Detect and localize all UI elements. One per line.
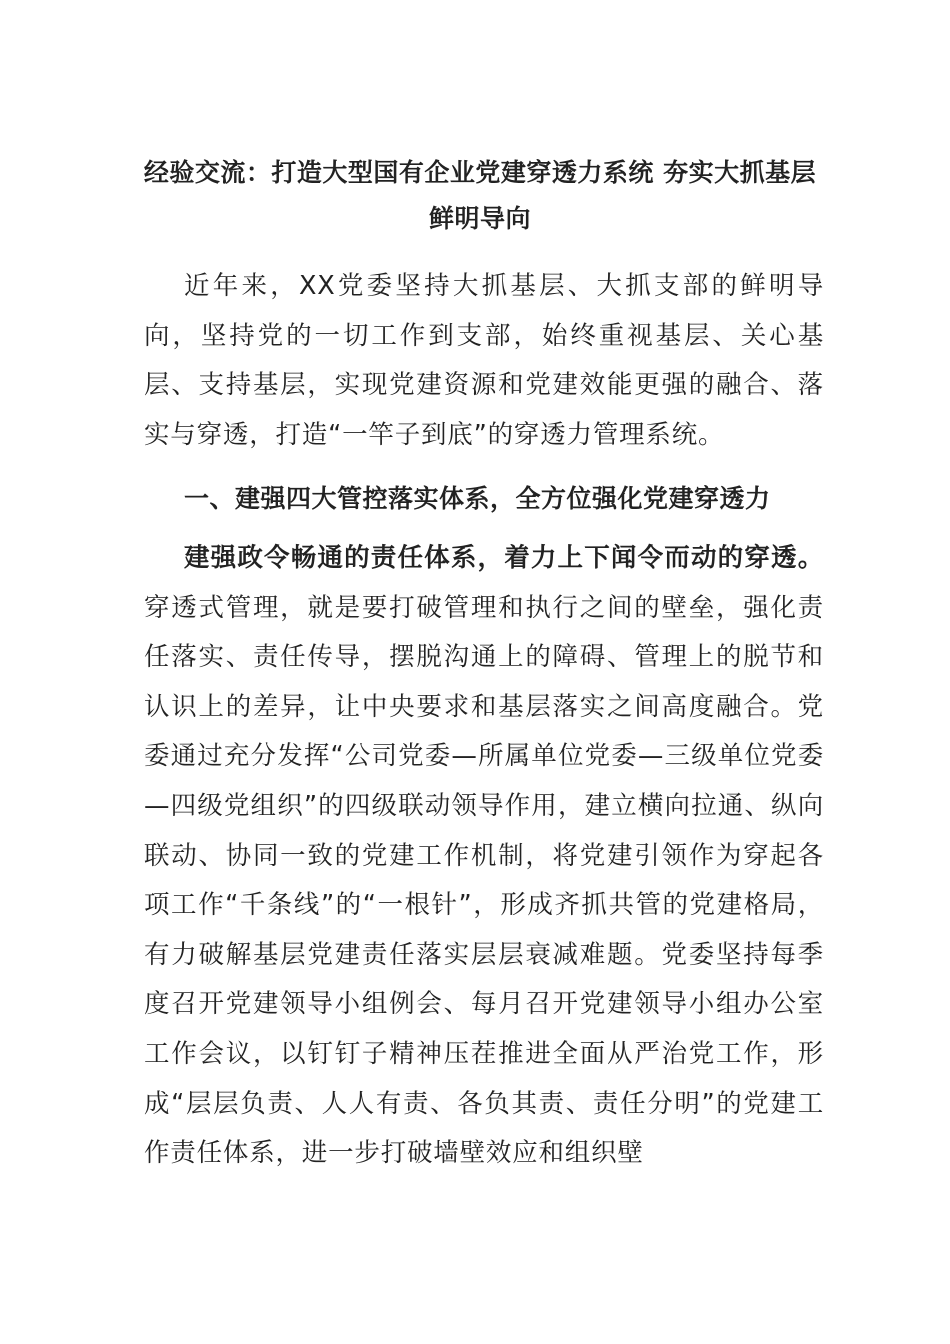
document-title: 经验交流：打造大型国有企业党建穿透力系统 夯实大抓基层鲜明导向 bbox=[143, 158, 817, 233]
intro-paragraph: 近年来，XX党委坚持大抓基层、大抓支部的鲜明导向，坚持党的一切工作到支部，始终重视基层、关心基层、支持基层，实现党建资源和党建效能更强的融合、落实与穿透，打造“一竿子到底”的穿透力管理系统。 bbox=[144, 271, 824, 450]
section-heading: 一、建强四大管控落实体系，全方位强化党建穿透力 bbox=[184, 484, 771, 513]
paragraph-body: 穿透式管理，就是要打破管理和执行之间的壁垒，强化责任落实、责任传导，摆脱沟通上的障碍、管理上的脱节和认识上的差异，让中央要求和基层落实之间高度融合。党委通过充分发挥“公司党委—所属单位党委—三级单位党委—四级党组织”的四级联动领导作用，建立横向拉通、纵向联动、协同一致的党建工作机制，将党建引领作为穿起各项工作“千条线”的“一根针”，形成齐抓共管的党建格局，有力破解基层党建责任落实层层衰减难题。党委坚持每季度召开党建领导小组例会、每月召开党建领导小组办公室工作会议，以钉钉子精神压茬推进全面从严治党工作，形成“层层负责、人人有责、各负其责、责任分明”的党建工作责任体系，进一步打破墙壁效应和组织壁 bbox=[144, 592, 824, 1169]
paragraph-lead: 建强政令畅通的责任体系，着力上下闻令而动的穿透。 bbox=[184, 543, 824, 573]
body-paragraph bbox=[144, 534, 824, 1179]
